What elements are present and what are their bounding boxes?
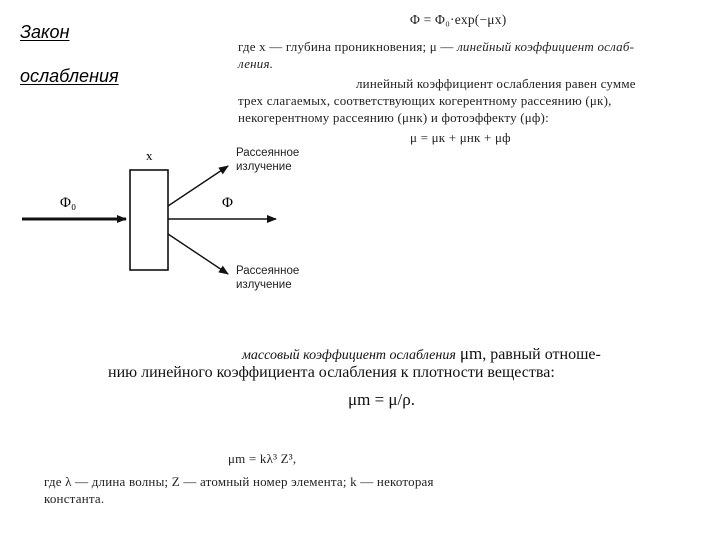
scattered-label-top-line-1: Рассеянное <box>236 147 300 159</box>
title-line-1: Закон <box>20 22 70 42</box>
linear-coefficient-line-2: трех слагаемых, соответствующих когерентному рассеянию (μк), <box>238 93 612 108</box>
scattered-label-bottom-line-1: Рассеянное <box>236 265 300 277</box>
empirical-formula: μm = kλ³ Z³, <box>228 451 297 466</box>
mass-coefficient-formula: μm = μ/ρ. <box>348 390 415 409</box>
linear-coefficient-line-1: линейный коэффициент ослабления равен сумме <box>356 76 636 91</box>
linear-coefficient-line-3: некогерентному рассеянию (μнк) и фотоэффекту (μф): <box>238 110 549 125</box>
mass-coefficient-term: массовый коэффициент ослабления <box>242 348 456 363</box>
scattered-label-bottom-line-2: излучение <box>236 279 292 291</box>
attenuation-formula: Φ = Φ₀·exp(−μx) <box>410 12 507 27</box>
definition-text: где x — глубина проникновения; μ — <box>238 39 458 54</box>
bottom-definition-line-1: где λ — длина волны; Z — атомный номер элемента; k — некоторая <box>44 474 434 489</box>
absorber-slab <box>130 170 168 270</box>
definition-continuation: ления. <box>238 56 274 71</box>
title-line-2: ослабления <box>20 66 119 86</box>
incident-flux-label: Φ₀ <box>60 195 77 211</box>
thickness-label: x <box>146 148 153 163</box>
scattered-label-bottom <box>236 264 299 292</box>
scatter-up-arrow <box>168 166 228 206</box>
scattered-label-top-line-2: излучение <box>236 161 292 173</box>
transmitted-flux-label: Φ <box>222 195 233 211</box>
bottom-definition-line-2: константа. <box>44 491 105 506</box>
scattered-label-top <box>236 146 299 174</box>
definition-term: линейный коэффициент ослаб- <box>457 39 635 54</box>
scatter-down-arrow <box>168 234 228 274</box>
mass-coefficient-symbol: μm <box>459 344 483 363</box>
mass-coefficient-line-2: нию линейного коэффициента ослабления к плотности вещества: <box>108 364 555 381</box>
mass-coefficient-line-1 <box>242 344 601 364</box>
definition-paragraph <box>238 39 634 55</box>
mass-coefficient-rest: , равный отноше- <box>482 346 601 363</box>
sum-formula: μ = μк + μнк + μф <box>410 130 511 145</box>
